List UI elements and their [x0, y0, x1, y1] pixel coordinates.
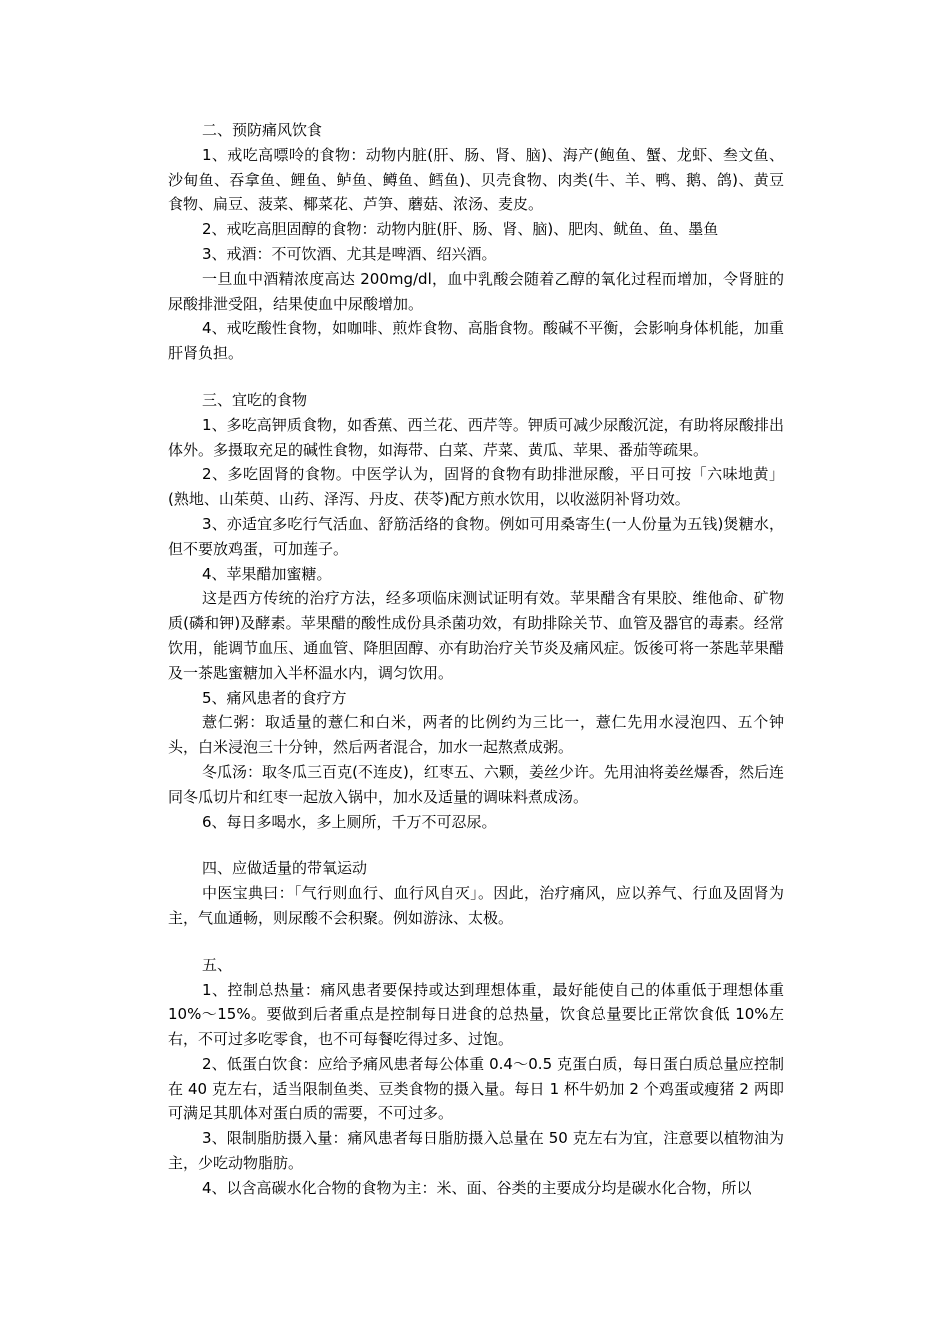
paragraph: 1、戒吃高嘌呤的食物：动物内脏(肝、肠、肾、脑)、海产(鲍鱼、蟹、龙虾、叁文鱼、沙甸鱼、吞拿鱼、鲤鱼、鲈鱼、鳟鱼、鳕鱼)、贝壳食物、肉类(牛、羊、鸭、鹅、鸽)、黄豆食物、扁豆、菠菜、椰菜花、芦笋、蘑菇、浓汤、麦皮。 [168, 145, 784, 214]
paragraph: 4、戒吃酸性食物，如咖啡、煎炸食物、高脂食物。酸碱不平衡，会影响身体机能，加重肝肾负担。 [168, 319, 784, 363]
paragraph: 1、控制总热量：痛风患者要保持或达到理想体重，最好能使自己的体重低于理想体重 10%～15%。要做到后者重点是控制每日进食的总热量，饮食总量要比正常饮食低 10%左右，不可过多吃零食，也不可每餐吃得过多、过饱。 [168, 980, 784, 1049]
paragraph: 冬瓜汤：取冬瓜三百克(不连皮)，红枣五、六颗，姜丝少许。先用油将姜丝爆香，然后连同冬瓜切片和红枣一起放入锅中，加水及适量的调味料煮成汤。 [168, 762, 784, 806]
paragraph: 2、多吃固肾的食物。中医学认为，固肾的食物有助排泄尿酸，平日可按「六味地黄」(熟地、山茱萸、山药、泽泻、丹皮、茯苓)配方煎水饮用，以收滋阴补肾功效。 [168, 465, 784, 509]
paragraph: 2、低蛋白饮食：应给予痛风患者每公体重 0.4～0.5 克蛋白质，每日蛋白质总量应控制在 40 克左右，适当限制鱼类、豆类食物的摄入量。每日 1 杯牛奶加 2 个鸡蛋或瘦猪 2 两即可满足其肌体对蛋白质的需要，不可过多。 [168, 1054, 784, 1123]
spacer [168, 366, 784, 388]
section-heading: 四、应做适量的带氧运动 [202, 859, 368, 878]
paragraph: 薏仁粥：取适量的薏仁和白米，两者的比例约为三比一，薏仁先用水浸泡四、五个钟头，白米浸泡三十分钟，然后两者混合，加水一起熬煮成粥。 [168, 713, 784, 757]
paragraph: 5、痛风患者的食疗方 [202, 688, 347, 707]
section-heading: 三、宜吃的食物 [202, 390, 308, 409]
paragraph: 6、每日多喝水，多上厕所，千万不可忍尿。 [202, 812, 497, 831]
section-heading: 五、 [202, 955, 233, 974]
spacer [168, 834, 784, 856]
spacer [168, 931, 784, 953]
paragraph: 3、戒酒：不可饮酒、尤其是啤酒、绍兴酒。 [202, 244, 497, 263]
document-body [168, 118, 784, 1201]
paragraph: 4、以含高碳水化合物的食物为主：米、面、谷类的主要成分均是碳水化合物，所以 [202, 1178, 752, 1197]
paragraph: 4、苹果醋加蜜糖。 [202, 564, 332, 583]
paragraph: 1、多吃高钾质食物，如香蕉、西兰花、西芹等。钾质可减少尿酸沉淀，有助将尿酸排出体外。多摄取充足的碱性食物，如海带、白菜、芹菜、黄瓜、苹果、番茄等疏果。 [168, 415, 784, 459]
paragraph: 3、亦适宜多吃行气活血、舒筋活络的食物。例如可用桑寄生(一人份量为五钱)煲糖水，但不要放鸡蛋，可加莲子。 [168, 514, 784, 558]
paragraph: 2、戒吃高胆固醇的食物：动物内脏(肝、肠、肾、脑)、肥肉、鱿鱼、鱼、墨鱼 [202, 220, 719, 239]
paragraph: 中医宝典曰：「气行则血行、血行风自灭」。因此，治疗痛风，应以养气、行血及固肾为主，气血通畅，则尿酸不会积聚。例如游泳、太极。 [168, 884, 784, 927]
paragraph: 3、限制脂肪摄入量：痛风患者每日脂肪摄入总量在 50 克左右为宜，注意要以植物油为主，少吃动物脂肪。 [168, 1129, 784, 1173]
section-heading: 二、预防痛风饮食 [202, 121, 323, 139]
paragraph: 一旦血中酒精浓度高达 200mg/dl，血中乳酸会随着乙醇的氧化过程而增加，令肾脏的尿酸排泄受阻，结果使血中尿酸增加。 [168, 269, 784, 313]
paragraph: 这是西方传统的治疗方法，经多项临床测试证明有效。苹果醋含有果胶、维他命、矿物质(磷和钾)及酵素。苹果醋的酸性成份具杀菌功效，有助排除关节、血管及器官的毒素。经常饮用，能调节血压、通血管、降胆固醇、亦有助治疗关节炎及痛风症。饭後可将一茶匙苹果醋及一茶匙蜜糖加入半杯温水内，调匀饮用。 [168, 589, 784, 682]
